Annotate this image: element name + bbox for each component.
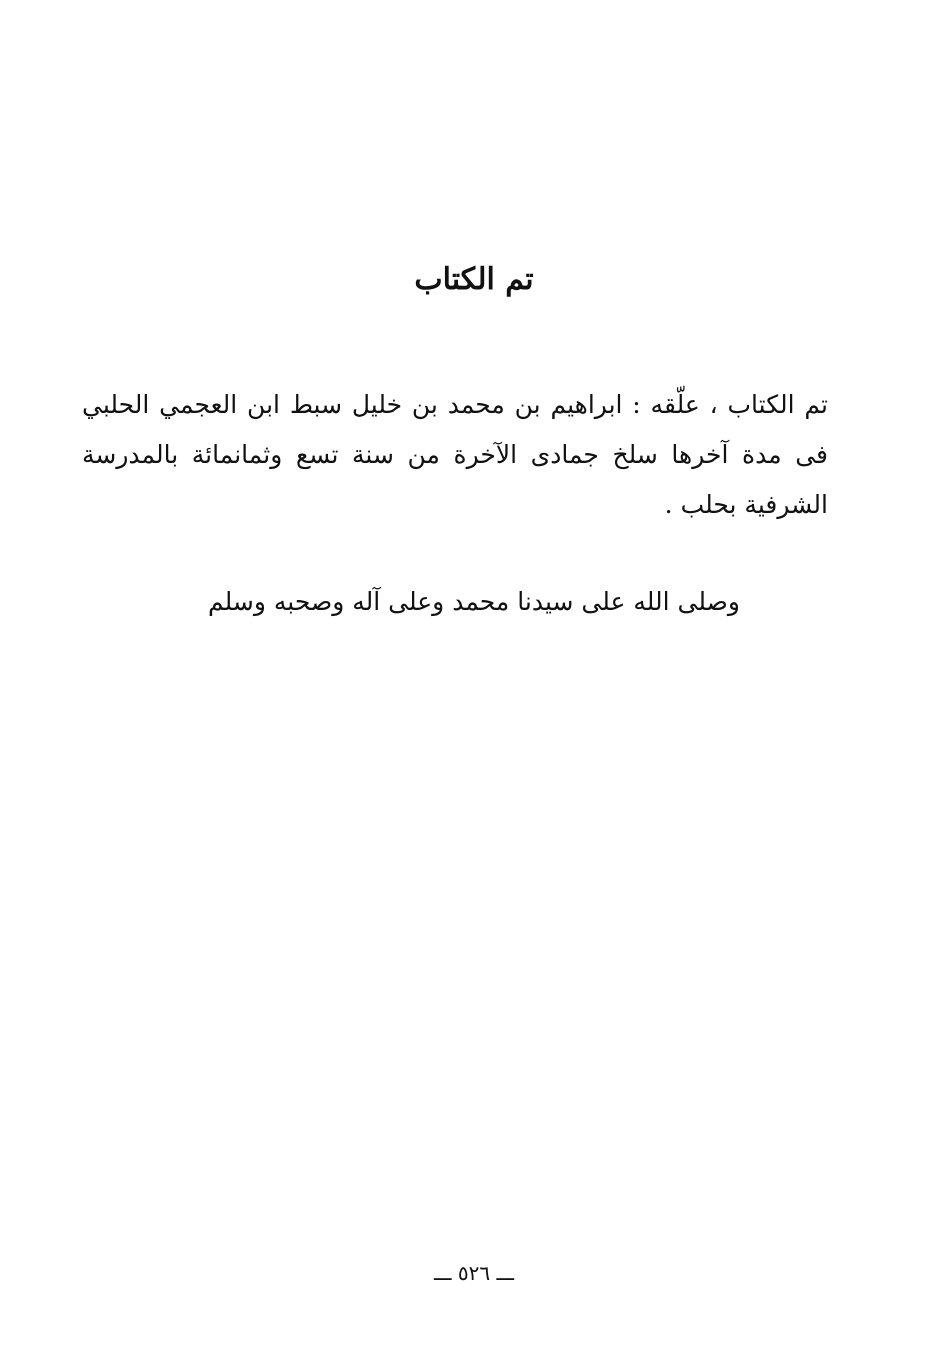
page-number: ـــ ٥٢٦ ـــ	[433, 1261, 515, 1285]
page-heading: تم الكتاب	[414, 262, 534, 297]
closing-blessing: وصلى الله على سيدنا محمد وعلى آله وصحبه وسلم	[208, 587, 740, 616]
colophon-paragraph: تم الكتاب ، علّقه : ابراهيم بن محمد بن خليل سبط ابن العجمي الحلبي فى مدة آخرها سلخ جمادى الآخرة من سنة تسع وثمانمائة بالمدرسة الشرفية بحلب .	[82, 390, 828, 519]
